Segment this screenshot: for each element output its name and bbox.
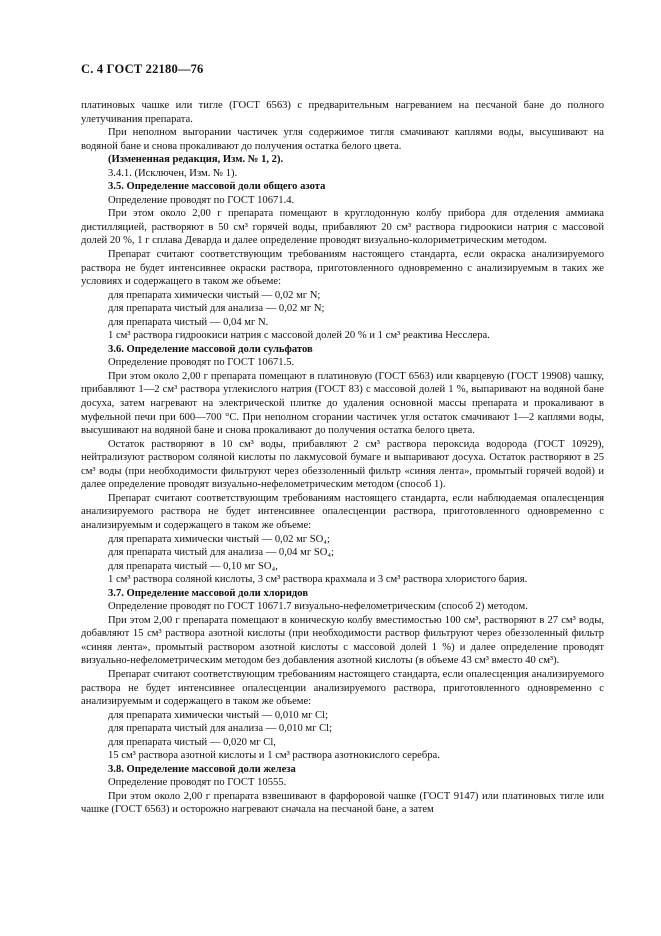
paragraph: Определение проводят по ГОСТ 10671.4. [108,194,295,206]
paragraph: Остаток растворяют в 10 см³ воды, прибавляют 2 см³ раствора пероксида водорода (ГОСТ 10929), нейтрализуют раствором соляной кислоты по лакмусовой бумаге и выпаривают досуха. Остаток растворяют в 25 см³ воды (при необходимости фильтруют через обеззоленный фильтр «синяя лента», промытый горячей водой) и далее определение проводят визуально-нефелометрическим методом (способ 1). [81,438,604,491]
paragraph: При этом около 2,00 г препарата помещают в круглодонную колбу прибора для отделения аммиака дистилляцией, растворяют в 50 см³ горячей воды, прибавляют 20 см³ раствора гидроокиси натрия с массовой долей 20 %, 1 г сплава Деварда и далее определение проводят визуально-колориметрическим методом. [81,208,604,247]
list-item: для препарата химически чистый — 0,010 мг Cl; [108,709,329,721]
paragraph: платиновых чашке или тигле (ГОСТ 6563) с предварительным нагреванием на песчаной бане до полного улетучивания препарата. [81,100,604,125]
list-item: для препарата химически чистый — 0,02 мг N; [108,289,321,301]
list-item: для препарата чистый для анализа — 0,02 мг N; [108,303,325,315]
section-heading: 3.8. Определение массовой доли железа [108,763,296,775]
paragraph: При этом около 2,00 г препарата помещают в платиновую (ГОСТ 6563) или кварцевую (ГОСТ 19908) чашку, прибавляют 1—2 см³ раствора углекислого натрия (ГОСТ 83) с массовой долей 1 %, выпаривают на водяной бане досуха, затем нагревают на электрической плитке до удаления основной массы препарата и прокаливают в муфельной печи при 600—700 °С. При неполном сгорании частичек угля остаток смачивают 1—2 каплями воды, высушивают на водяной бане и снова прокаливают до получения остатка белого цвета. [81,370,604,437]
section-heading: 3.6. Определение массовой доли сульфатов [108,343,313,355]
section-heading: 3.7. Определение массовой доли хлоридов [108,587,309,599]
paragraph: 1 см³ раствора гидроокиси натрия с массовой долей 20 % и 1 см³ реактива Несслера. [108,330,490,342]
paragraph: Определение проводят по ГОСТ 10671.7 визуально-нефелометрическим (способ 2) методом. [108,601,528,613]
list-item: для препарата чистый для анализа — 0,010 мг Cl; [108,723,333,735]
paragraph: При этом 2,00 г препарата помещают в коническую колбу вместимостью 100 см³, растворяют в 27 см³ воды, добавляют 15 см³ раствора азотной кислоты (при необходимости раствор фильтруют через обеззоленный фильтр «синяя лента», промытый раствором азотной кислоты с массовой долей 1 %) и далее определение проводят визуально-нефелометрическим методом без добавления азотной кислоты (в объеме 43 см³ вместо 40 см³). [81,614,604,667]
paragraph: При этом около 2,00 г препарата взвешивают в фарфоровой чашке (ГОСТ 9147) или платиновых тигле или чашке (ГОСТ 6563) и осторожно нагревают сначала на песчаной бане, а затем [81,790,604,816]
page-header: С. 4 ГОСТ 22180—76 [81,62,204,76]
list-item: для препарата чистый — 0,020 мг Cl, [108,736,276,748]
paragraph: 15 см³ раствора азотной кислоты и 1 см³ раствора азотнокислого серебра. [108,750,440,762]
list-item: для препарата чистый — 0,04 мг N. [108,316,269,328]
list-item: для препарата чистый — 0,10 мг SO₄, [108,560,278,572]
paragraph: Препарат считают соответствующим требованиям настоящего стандарта, если опалесценция анализируемого раствора не будет интенсивнее опалесценции анализируемого раствора, приготовленного одновременно с анализируемым и содержащего в таком же объеме: [81,668,604,708]
section-heading: (Измененная редакция, Изм. № 1, 2). [108,154,284,166]
paragraph: Определение проводят по ГОСТ 10671.5. [108,357,295,369]
paragraph: Препарат считают соответствующим требованиям настоящего стандарта, если окраска анализируемого раствора не будет интенсивнее окраски раствора, приготовленного одновременно с анализируемым в таких же условиях и содержащего в таком же объеме: [81,249,604,288]
paragraph: Препарат считают соответствующим требованиям настоящего стандарта, если наблюдаемая опалесценция анализируемого раствора не будет интенсивнее опалесценции раствора, приготовленного одновременно с анализируемым и содержащего в таком же объеме: [81,492,604,531]
document-body [81,99,604,817]
paragraph: 1 см³ раствора соляной кислоты, 3 см³ раствора крахмала и 3 см³ раствора хлористого бария. [108,574,528,586]
list-item: для препарата химически чистый — 0,02 мг SO₄; [108,533,330,545]
list-item: для препарата чистый для анализа — 0,04 мг SO₄; [108,547,334,559]
paragraph: Определение проводят по ГОСТ 10555. [108,777,287,789]
section-heading: 3.5. Определение массовой доли общего азота [108,181,326,193]
paragraph: 3.4.1. (Исключен, Изм. № 1). [108,167,238,179]
paragraph: При неполном выгорании частичек угля содержимое тигля смачивают каплями воды, высушивают на водяной бане и снова прокаливают до получения остатка белого цвета. [81,127,604,152]
